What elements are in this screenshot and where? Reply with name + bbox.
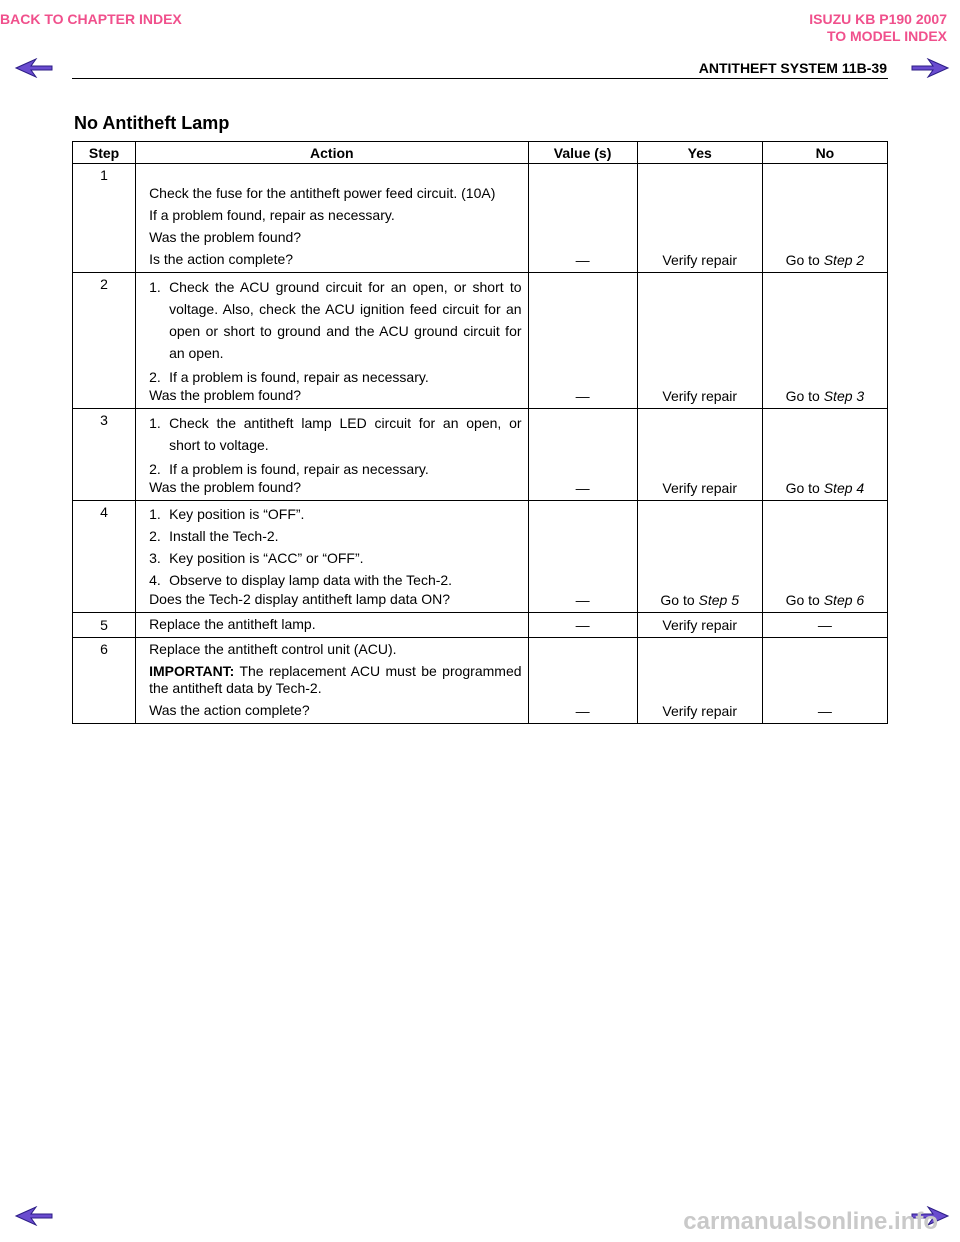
action-line: Check the fuse for the antitheft power feed circuit. (10A)	[149, 185, 496, 201]
action-cell	[136, 273, 528, 409]
no-cell: —	[762, 613, 887, 638]
yes-cell	[637, 501, 762, 613]
table-row	[73, 613, 888, 638]
action-cell	[136, 164, 528, 273]
no-cell	[762, 501, 887, 613]
table-row	[73, 409, 888, 501]
diagnostic-table	[72, 141, 888, 724]
step-number: 3	[73, 409, 136, 501]
numbered-item: 1. Key position is “OFF”.	[149, 506, 305, 522]
col-value: Value (s)	[528, 142, 637, 164]
numbered-item: 2. If a problem is found, repair as necessary.	[149, 369, 429, 385]
goto-prefix: Go to	[785, 388, 824, 404]
goto-prefix: Go to	[785, 592, 824, 608]
prev-page-arrow-icon[interactable]	[14, 58, 54, 78]
table-row	[73, 501, 888, 613]
model-index-link[interactable]	[809, 11, 947, 45]
col-step: Step	[73, 142, 136, 164]
action-cell	[136, 501, 528, 613]
yes-cell: Verify repair	[637, 409, 762, 501]
col-action: Action	[136, 142, 528, 164]
goto-step-link[interactable]: Step 3	[823, 388, 865, 404]
goto-prefix: Go to	[660, 592, 699, 608]
goto-step-link[interactable]: Step 2	[823, 252, 865, 268]
important-text: The replacement ACU must be programmed the antitheft data by Tech-2.	[149, 663, 522, 696]
action-cell	[136, 409, 528, 501]
value-cell: —	[528, 638, 637, 724]
page-title: No Antitheft Lamp	[74, 113, 230, 133]
numbered-item: 4. Observe to display lamp data with the Tech-2.	[149, 572, 453, 588]
col-no: No	[762, 142, 887, 164]
prev-page-arrow-icon[interactable]	[14, 1206, 54, 1226]
action-line: Was the problem found?	[149, 229, 302, 245]
next-page-arrow-icon[interactable]	[910, 58, 950, 78]
table-row	[73, 273, 888, 409]
value-cell: —	[528, 613, 637, 638]
action-question: Was the action complete?	[149, 702, 310, 718]
numbered-item: 1. Check the antitheft lamp LED circuit for an open, or short to voltage.	[149, 415, 522, 453]
action-line: Replace the antitheft control unit (ACU).	[149, 641, 397, 657]
value-cell: —	[528, 501, 637, 613]
action-cell: Replace the antitheft lamp.	[136, 613, 528, 638]
important-note	[149, 663, 521, 697]
step-number: 6	[73, 638, 136, 724]
action-cell	[136, 638, 528, 724]
value-cell: —	[528, 409, 637, 501]
goto-step-link[interactable]: Step 4	[823, 480, 865, 496]
numbered-item: 3. Key position is “ACC” or “OFF”.	[149, 550, 364, 566]
value-cell: —	[528, 164, 637, 273]
step-number: 2	[73, 273, 136, 409]
step-number: 1	[73, 164, 136, 273]
watermark: carmanualsonline.info	[683, 1208, 938, 1235]
model-title-text: ISUZU KB P190 2007	[809, 11, 947, 27]
table-row	[73, 638, 888, 724]
action-question: Was the problem found?	[149, 387, 302, 403]
header-divider	[72, 78, 888, 79]
goto-prefix: Go to	[785, 480, 824, 496]
action-question: Is the action complete?	[149, 251, 294, 267]
no-cell	[762, 273, 887, 409]
table-row	[73, 164, 888, 273]
col-yes: Yes	[637, 142, 762, 164]
to-model-index-text: TO MODEL INDEX	[826, 28, 947, 44]
table-header-row	[73, 142, 888, 164]
yes-cell: Verify repair	[637, 273, 762, 409]
back-to-chapter-index-link[interactable]: BACK TO CHAPTER INDEX	[0, 11, 182, 27]
value-cell: —	[528, 273, 637, 409]
no-cell	[762, 164, 887, 273]
step-number: 4	[73, 501, 136, 613]
numbered-item: 2. Install the Tech-2.	[149, 528, 279, 544]
goto-step-link[interactable]: Step 6	[823, 592, 865, 608]
action-line: If a problem found, repair as necessary.	[149, 207, 395, 223]
important-label: IMPORTANT:	[149, 663, 235, 679]
yes-cell: Verify repair	[637, 164, 762, 273]
section-header: ANTITHEFT SYSTEM 11B-39	[698, 60, 887, 76]
goto-step-link[interactable]: Step 5	[698, 592, 740, 608]
numbered-item: 1. Check the ACU ground circuit for an open, or short to voltage. Also, check the ACU ignition feed circuit for an open or short to ground and the ACU ground circuit for an open.	[149, 279, 522, 361]
step-number: 5	[73, 613, 136, 638]
action-question: Does the Tech-2 display antitheft lamp data ON?	[149, 591, 450, 607]
no-cell: —	[762, 638, 887, 724]
numbered-item: 2. If a problem is found, repair as necessary.	[149, 461, 429, 477]
no-cell	[762, 409, 887, 501]
goto-prefix: Go to	[785, 252, 824, 268]
action-question: Was the problem found?	[149, 479, 302, 495]
yes-cell: Verify repair	[637, 613, 762, 638]
yes-cell: Verify repair	[637, 638, 762, 724]
